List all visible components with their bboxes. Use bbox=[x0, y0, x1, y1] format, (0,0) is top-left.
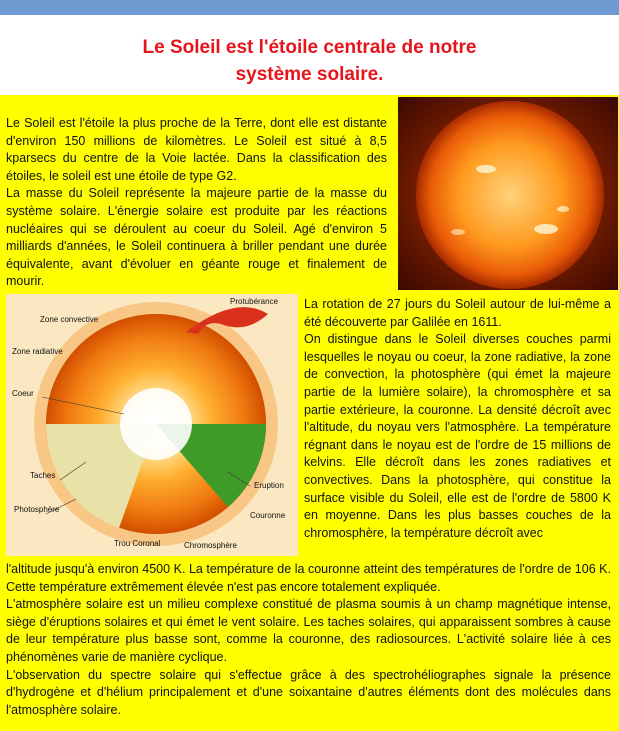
paragraph: L'atmosphère solaire est un milieu complexe constitué de plasma soumis à un champ magnétique intense, siège d'éruptions solaires et qui émet le vent solaire. Les taches solaires, qui apparaissent sombres à cause de leur température plus basse sont, comme la couronne, des radiosources. L'activité solaire liée à ces phénomènes varie de manière cyclique. bbox=[6, 597, 611, 664]
top-color-bar bbox=[0, 0, 619, 15]
page-title bbox=[0, 34, 619, 88]
title-line-1: Le Soleil est l'étoile centrale de notre bbox=[142, 37, 477, 58]
svg-text:Chromosphère: Chromosphère bbox=[184, 541, 237, 550]
paragraph: Le Soleil est l'étoile la plus proche de la Terre, dont elle est distante d'environ 150 millions de kilomètres. Le Soleil est situé à 8,5 kparsecs du centre de la Voie lactée. Dans la classification des étoiles, le soleil est une étoile de type G2. bbox=[6, 116, 387, 183]
sun-photo bbox=[398, 97, 618, 290]
sun-structure-diagram bbox=[6, 294, 298, 556]
svg-text:Eruption: Eruption bbox=[254, 481, 284, 490]
paragraph: L'observation du spectre solaire qui s'effectue grâce à des spectrohéliographes signale la présence d'hydrogène et d'hélium principalement et d'une soixantaine d'autres éléments dont des molécules dans l'atmosphère solaire. bbox=[6, 667, 611, 717]
text-intro bbox=[6, 115, 387, 291]
svg-text:Photosphère: Photosphère bbox=[14, 505, 60, 514]
svg-text:Zone convective: Zone convective bbox=[40, 315, 99, 324]
svg-text:Couronne: Couronne bbox=[250, 511, 286, 520]
text-structure bbox=[304, 296, 611, 542]
paragraph: La masse du Soleil représente la majeure partie de la masse du système solaire. L'énergie solaire est produite par les réactions nucléaires qui se déroulent au coeur du Soleil. Agé d'environ 5 milliards d'années, le Soleil continuera à briller pendant une durée équivalente, avant d'évoluer en géante rouge et finalement de mourir. bbox=[6, 186, 387, 289]
paragraph: La rotation de 27 jours du Soleil autour de lui-même a été découverte par Galilée en 1611. bbox=[304, 297, 611, 329]
svg-text:Zone radiative: Zone radiative bbox=[12, 347, 63, 356]
svg-text:Taches: Taches bbox=[30, 471, 56, 480]
svg-text:Coeur: Coeur bbox=[12, 389, 34, 398]
text-atmosphere bbox=[6, 561, 611, 719]
svg-text:Trou Coronal: Trou Coronal bbox=[114, 539, 161, 548]
paragraph: l'altitude jusqu'à environ 4500 K. La température de la couronne atteint des températures de l'ordre de 106 K. Cette température extrêmement élevée n'est pas encore totalement expliquée. bbox=[6, 562, 611, 594]
title-line-2: système solaire. bbox=[235, 64, 384, 85]
paragraph: On distingue dans le Soleil diverses couches parmi lesquelles le noyau ou coeur, la zone radiative, la zone de convection, la photosphère (qui émet la majeure partie de la lumière solaire), la chromosphère et sa partie extérieure, la couronne. La densité décroît avec l'altitude, du noyau vers l'atmosphère. La température régnant dans le noyau est de l'ordre de 15 millions de kelvins. Elle décroît dans les zones radiatives et convectives. Dans la photosphère, qui constitue la surface visible du Soleil, elle est de l'ordre de 5800 K en moyenne. Dans les plus basses couches de la chromosphère, la température décroît avec bbox=[304, 332, 611, 540]
svg-text:Protubérance: Protubérance bbox=[230, 297, 279, 306]
